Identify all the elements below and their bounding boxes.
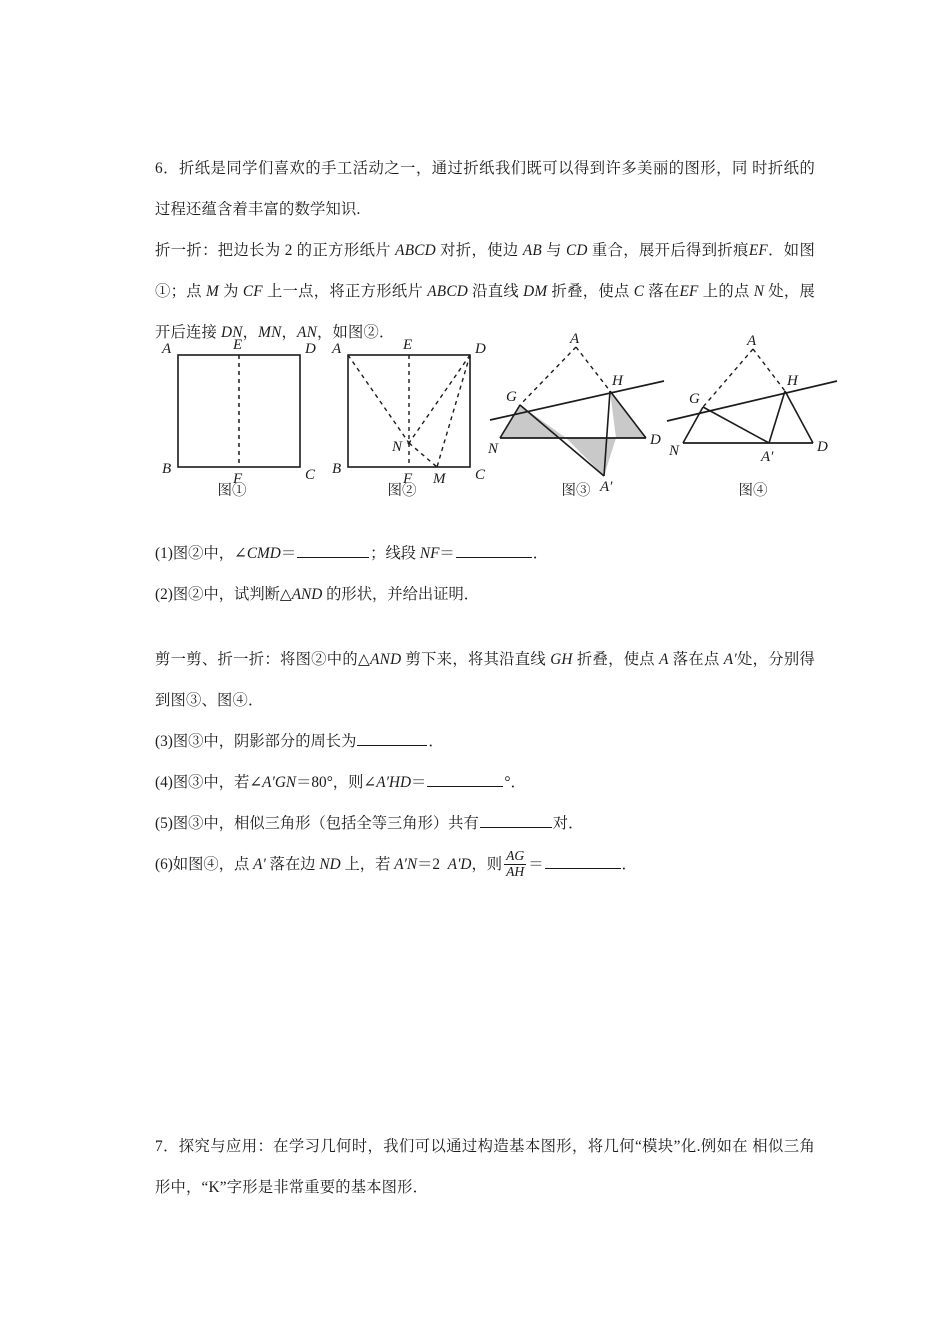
fraction-numerator: AG (506, 848, 525, 864)
fold-text-g: 上一点，将正方形纸片 (262, 283, 428, 300)
q2-prefix: (2)图②中，试判断△ (155, 586, 292, 603)
question-5 (155, 803, 815, 844)
fold-text-f: 为 (218, 283, 243, 300)
sym-abcd-2: ABCD (427, 283, 468, 300)
segment-ah-dashed (576, 347, 610, 391)
q1-answer-blank-1[interactable] (297, 542, 369, 558)
q1-tail: ． (532, 545, 549, 562)
segment-hd (785, 391, 813, 443)
question-1 (155, 533, 815, 574)
q4-answer-blank[interactable] (427, 771, 503, 787)
label-c: C (305, 467, 316, 483)
question-3 (155, 721, 815, 762)
label-d: D (650, 432, 661, 448)
label-d: D (305, 341, 316, 357)
label-e: E (403, 337, 413, 353)
figure-2-caption: 图② (387, 483, 417, 499)
q1-mid-text: ；线段 (370, 545, 420, 562)
fold-text-o: ，如图②． (316, 324, 395, 341)
fold-text-k: 上的点 (698, 283, 754, 300)
q2-tail: 的形状，并给出证明． (322, 586, 480, 603)
gap-before-cut (155, 615, 815, 639)
cut-text-c: 折叠，使点 (572, 651, 660, 668)
q3-prefix: (3)图③中，阴影部分的周长为 (155, 733, 357, 750)
cut-sym-and: AND (370, 651, 402, 668)
cut-sym-a-prime: A′ (723, 651, 737, 668)
problem-7-line-2: 相似三角形中，“K”字形是非常重要的基本图形． (155, 1138, 815, 1196)
sym-ef-1: EF (748, 242, 768, 259)
label-a-prime: A′ (600, 479, 613, 493)
label-d: D (475, 341, 486, 357)
problem-6-block (155, 148, 815, 885)
sym-n: N (753, 283, 765, 300)
q6-sym-a-prime: A′ (253, 856, 266, 873)
label-h: H (787, 373, 798, 389)
fold-text-j: 落在 (644, 283, 680, 300)
cut-text-a: 剪一剪、折一折：将图②中的△ (155, 651, 371, 668)
q2-sym-and: AND (291, 586, 323, 603)
fraction-ag-over-ah (504, 849, 526, 879)
cut-text-d: 落在点 (668, 651, 724, 668)
figure-1 (150, 333, 340, 499)
figure-4-caption: 图④ (738, 483, 768, 499)
q4-sym-agn: A′GN (262, 774, 297, 791)
q4-unit: °． (504, 774, 526, 791)
fold-text-h: 沿直线 (468, 283, 524, 300)
label-a: A (332, 341, 342, 357)
q6-sym-ad-prime: A′D (447, 856, 472, 873)
segment-an (348, 355, 409, 443)
fold-text-a: 折一折：把边长为 2 的正方形纸片 (155, 242, 396, 259)
sym-an: AN (297, 324, 317, 341)
sym-dm: DM (523, 283, 548, 300)
q5-prefix: (5)图③中，相似三角形（包括全等三角形）共有 (155, 815, 479, 832)
label-m: M (433, 471, 446, 483)
sym-m: M (206, 283, 219, 300)
fold-text-e: ．如图①；点 (155, 242, 815, 300)
label-a: A (747, 333, 757, 349)
figure-row (150, 333, 850, 513)
segment-g-aprime (703, 407, 769, 443)
label-a-prime: A′ (761, 449, 774, 465)
cut-text-b: 剪下来，将其沿直线 (401, 651, 551, 668)
segment-h-aprime (769, 391, 785, 443)
intro-line-1: 6．折纸是同学们喜欢的手工活动之一，通过折纸我们既可以得到许多美丽的图形，同 (155, 160, 748, 177)
fold-text-c: 与 (541, 242, 567, 259)
label-n: N (669, 443, 680, 459)
problem-7-line-1: 7．探究与应用：在学习几何时，我们可以通过构造基本图形，将几何“模块”化.例如在 (155, 1138, 749, 1155)
figure-4-svg (665, 333, 865, 493)
segment-ag-dashed (520, 347, 576, 405)
q6-tail: ． (621, 856, 637, 873)
point-n-dot (408, 442, 411, 445)
label-c: C (475, 467, 486, 483)
q1-eq2: ＝ (439, 545, 455, 562)
sym-dn: DN (221, 324, 243, 341)
label-g: G (689, 391, 700, 407)
segment-gn (683, 407, 703, 443)
cut-text-e: 处，分别得到图③、图④． (155, 651, 815, 709)
q6-answer-blank[interactable] (545, 853, 621, 869)
problem-6-intro (155, 148, 815, 230)
label-d: D (817, 439, 828, 455)
q1-sym-cmd: CMD (246, 545, 281, 562)
segment-dm (437, 355, 470, 467)
sym-cd: CD (566, 242, 588, 259)
fold-text-b: 对折，使边 (435, 242, 523, 259)
cut-sym-gh: GH (550, 651, 573, 668)
shaded-triangle-center (566, 438, 616, 476)
label-n: N (392, 439, 403, 455)
segment-ah-dashed (753, 349, 785, 391)
sym-c: C (633, 283, 645, 300)
label-a: A (570, 333, 580, 347)
figure-3-svg (488, 333, 688, 493)
sym-abcd-1: ABCD (395, 242, 436, 259)
figure-3 (488, 333, 688, 498)
q5-tail: 对． (552, 815, 584, 832)
fold-text-m: ， (242, 324, 259, 341)
intro-line-2: 时折纸的过程还蕴含着丰富的数学知识. (155, 160, 815, 218)
segment-nm (409, 443, 437, 467)
q6-eq1: ＝2 (417, 856, 441, 873)
q6-mid2: 上，若 (340, 856, 395, 873)
q6-mid1: 落在边 (265, 856, 320, 873)
label-e: E (233, 337, 243, 353)
question-4 (155, 762, 815, 803)
figure-1-caption: 图① (217, 483, 247, 499)
sym-ef-2: EF (679, 283, 699, 300)
q1-eq: ＝ (280, 545, 297, 562)
sym-cf: CF (242, 283, 263, 300)
label-g: G (506, 389, 517, 405)
label-n: N (488, 441, 499, 457)
fold-text-n: ， (281, 324, 298, 341)
question-2 (155, 574, 815, 615)
q4-eq2: ＝ (411, 774, 427, 791)
q4-mid: ＝80°，则∠ (296, 774, 377, 791)
q5-answer-blank[interactable] (480, 812, 552, 828)
q6-eq2: ＝ (528, 856, 544, 873)
figure-4 (665, 333, 865, 498)
label-b: B (332, 461, 342, 477)
label-a: A (162, 341, 172, 357)
label-f: F (403, 471, 413, 483)
label-f: F (233, 471, 243, 483)
fold-text-l: 处，展开后连接 (155, 283, 815, 341)
cut-instruction (155, 639, 815, 721)
q1-answer-blank-2[interactable] (456, 542, 532, 558)
label-h: H (612, 373, 623, 389)
question-6 (155, 844, 815, 885)
q1-prefix: (1)图②中，∠ (155, 545, 247, 562)
figure-2 (320, 333, 510, 499)
fold-text-i: 折叠，使点 (547, 283, 634, 300)
label-b: B (162, 461, 172, 477)
q1-sym-nf: NF (419, 545, 440, 562)
problem-7-text (155, 1126, 815, 1208)
segment-dn (409, 355, 470, 443)
fold-text-d: 重合，展开后得到折痕 (587, 242, 749, 259)
q4-sym-ahd: A′HD (376, 774, 412, 791)
figure-3-caption: 图③ (561, 483, 591, 499)
q6-prefix: (6)如图④，点 (155, 856, 254, 873)
sym-mn: MN (258, 324, 282, 341)
cut-sym-a: A (659, 651, 669, 668)
q4-prefix: (4)图③中，若∠ (155, 774, 263, 791)
q6-mid3: ，则 (471, 856, 503, 873)
q3-answer-blank[interactable] (357, 730, 427, 746)
q6-sym-nd: ND (319, 856, 341, 873)
segment-ag-dashed (703, 349, 753, 407)
q6-sym-an-prime: A′N (394, 856, 418, 873)
problem-7-block (155, 1126, 815, 1208)
sym-ab: AB (522, 242, 542, 259)
figure-2-svg (320, 333, 510, 483)
fraction-denominator: AH (506, 863, 525, 879)
figure-1-svg (150, 333, 340, 483)
q3-tail: ． (428, 733, 444, 750)
